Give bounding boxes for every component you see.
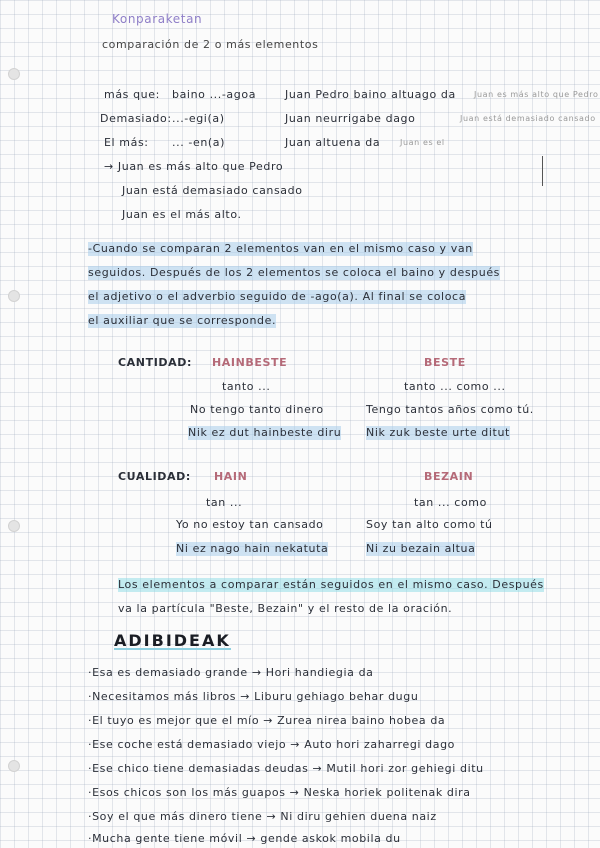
- example-text: Yo no estoy tan cansado: [176, 518, 324, 531]
- example-text: Nik zuk beste urte ditut: [366, 426, 510, 439]
- binder-hole: [8, 290, 20, 302]
- paragraph-line: Los elementos a comparar están seguidos en el mismo caso. Después: [118, 578, 544, 591]
- column-heading: BESTE: [424, 356, 466, 369]
- column-sub: tanto ... como ...: [404, 380, 506, 393]
- translation-line: Juan es el más alto.: [122, 208, 242, 221]
- rule-note: Juan es el: [400, 138, 445, 147]
- page-subtitle: comparación de 2 o más elementos: [102, 38, 319, 51]
- section-label: CUALIDAD:: [118, 470, 191, 483]
- rule-example: Juan Pedro baino altuago da: [285, 88, 456, 101]
- binder-hole: [8, 760, 20, 772]
- example-item: ·Esos chicos son los más guapos → Neska horiek politenak dira: [88, 786, 471, 799]
- rule-label: más que:: [104, 88, 160, 101]
- example-item: ·Esa es demasiado grande → Hori handiegia da: [88, 666, 374, 679]
- column-heading: BEZAIN: [424, 470, 474, 483]
- example-text: Ni ez nago hain nekatuta: [176, 542, 329, 555]
- paragraph-line: el adjetivo o el adverbio seguido de -ago(a). Al final se coloca: [88, 290, 467, 303]
- rule-pattern: ...-egi(a): [172, 112, 225, 125]
- translation-line: → Juan es más alto que Pedro: [104, 160, 284, 173]
- rule-example: Juan altuena da: [285, 136, 381, 149]
- rule-note: Juan es más alto que Pedro: [474, 90, 599, 99]
- example-text: Ni zu bezain altua: [366, 542, 476, 555]
- paragraph-line: va la partícula "Beste, Bezain" y el resto de la oración.: [118, 602, 453, 615]
- section-label: CANTIDAD:: [118, 356, 192, 369]
- rule-label: Demasiado:: [100, 112, 172, 125]
- example-item: ·Ese chico tiene demasiadas deudas → Mutil hori zor gehiegi ditu: [88, 762, 484, 775]
- column-heading: HAINBESTE: [212, 356, 288, 369]
- rule-pattern: ... -en(a): [172, 136, 226, 149]
- column-sub: tan ...: [206, 496, 243, 509]
- example-item: ·El tuyo es mejor que el mío → Zurea nirea baino hobea da: [88, 714, 446, 727]
- margin-mark: [542, 156, 543, 186]
- column-heading: HAIN: [214, 470, 248, 483]
- rule-example: Juan neurrigabe dago: [285, 112, 416, 125]
- binder-hole: [8, 520, 20, 532]
- example-item: ·Ese coche está demasiado viejo → Auto hori zaharregi dago: [88, 738, 456, 751]
- example-text: Soy tan alto como tú: [366, 518, 493, 531]
- example-text: Tengo tantos años como tú.: [366, 403, 534, 416]
- rule-note: Juan está demasiado cansado: [460, 114, 596, 123]
- page-title: Konparaketan: [112, 12, 203, 26]
- example-item: ·Mucha gente tiene móvil → gende askok mobila du: [88, 832, 401, 845]
- paragraph-line: -Cuando se comparan 2 elementos van en el mismo caso y van: [88, 242, 473, 255]
- binder-hole: [8, 68, 20, 80]
- column-sub: tanto ...: [222, 380, 271, 393]
- column-sub: tan ... como: [414, 496, 487, 509]
- paragraph-line: el auxiliar que se corresponde.: [88, 314, 277, 327]
- rule-pattern: baino ...-agoa: [172, 88, 257, 101]
- example-item: ·Soy el que más dinero tiene → Ni diru gehien duena naiz: [88, 810, 437, 823]
- paragraph-line: seguidos. Después de los 2 elementos se coloca el baino y después: [88, 266, 501, 279]
- translation-line: Juan está demasiado cansado: [122, 184, 303, 197]
- rule-label: El más:: [104, 136, 149, 149]
- example-item: ·Necesitamos más libros → Liburu gehiago behar dugu: [88, 690, 419, 703]
- examples-heading: ADIBIDEAK: [114, 631, 231, 650]
- example-text: Nik ez dut hainbeste diru: [188, 426, 342, 439]
- example-text: No tengo tanto dinero: [190, 403, 324, 416]
